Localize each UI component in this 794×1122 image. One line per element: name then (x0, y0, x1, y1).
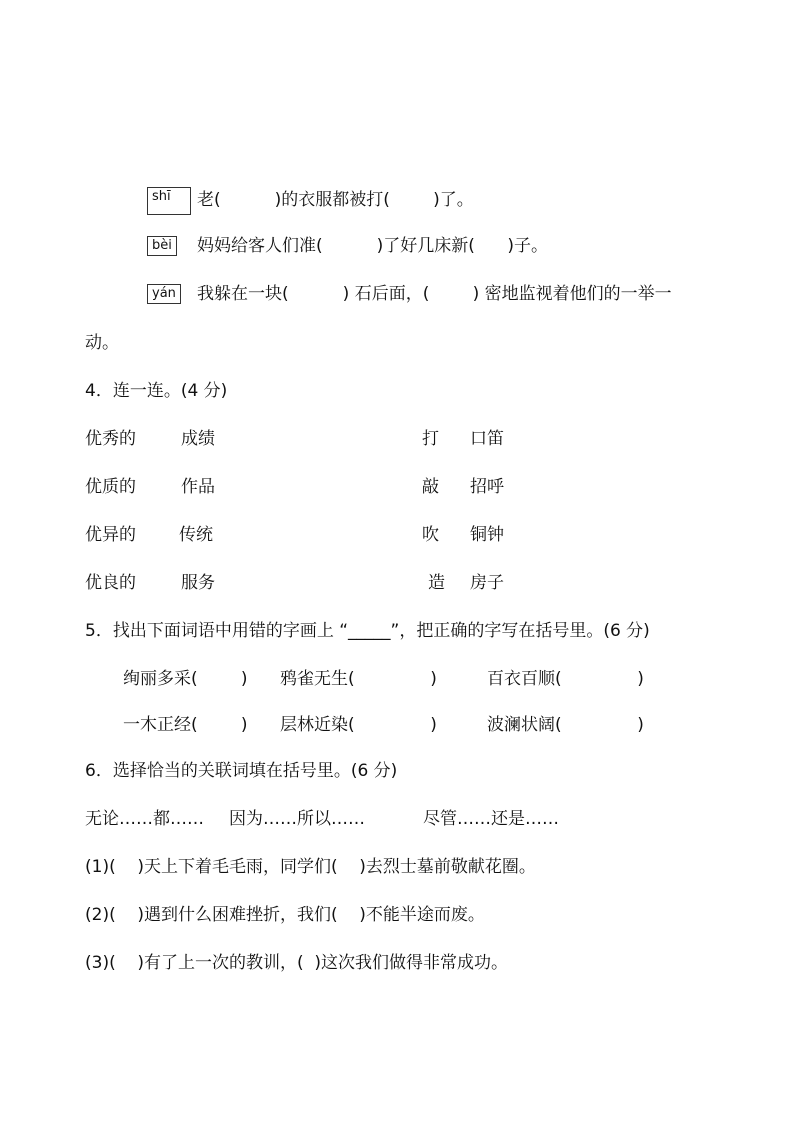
q4-right-verb: 敲 (422, 477, 439, 497)
pinyin-box: yán (147, 284, 181, 304)
q5-item: 百衣百顺( ) (487, 669, 644, 689)
q4-title: 4．连一连。(4 分) (85, 381, 228, 401)
q4-right-object: 口笛 (470, 429, 504, 449)
q6-option: 因为……所以…… (229, 809, 365, 829)
q4-right-verb: 造 (428, 573, 445, 593)
pinyin-box: bèi (147, 236, 177, 256)
q4-right-verb: 打 (422, 429, 439, 449)
q3-row-text: 我躲在一块( ) 石后面，( ) 密地监视着他们的一举一 (197, 284, 672, 304)
q4-right-object: 招呼 (470, 477, 504, 497)
q6-title: 6．选择恰当的关联词填在括号里。(6 分) (85, 761, 398, 781)
q6-item: (2)( )遇到什么困难挫折，我们( )不能半途而废。 (85, 905, 485, 925)
q4-left-match: 服务 (181, 573, 215, 593)
q4-right-verb: 吹 (422, 525, 439, 545)
pinyin-box: shī (147, 187, 191, 215)
q5-item: 一木正经( ) (123, 715, 248, 735)
q4-left-word: 优良的 (85, 573, 136, 593)
q4-left-word: 优异的 (85, 525, 136, 545)
q6-option: 尽管……还是…… (423, 809, 559, 829)
q5-item: 波澜状阔( ) (487, 715, 644, 735)
q6-item: (3)( )有了上一次的教训，( )这次我们做得非常成功。 (85, 953, 509, 973)
q4-left-match: 作品 (181, 477, 215, 497)
q3-row-text: 老( )的衣服都被打( )了。 (197, 190, 474, 210)
q5-item: 层林近染( ) (280, 715, 437, 735)
q4-left-match: 传统 (179, 525, 213, 545)
q6-option: 无论……都…… (85, 809, 204, 829)
q4-left-match: 成绩 (181, 429, 215, 449)
q5-item: 绚丽多采( ) (123, 669, 248, 689)
q4-left-word: 优质的 (85, 477, 136, 497)
q3-row-text: 妈妈给客人们准( )了好几床新( )子。 (197, 236, 548, 256)
q4-right-object: 房子 (470, 573, 504, 593)
q4-right-object: 铜钟 (470, 525, 504, 545)
q6-item: (1)( )天上下着毛毛雨，同学们( )去烈士墓前敬献花圈。 (85, 857, 536, 877)
q4-left-word: 优秀的 (85, 429, 136, 449)
q5-item: 鸦雀无生( ) (280, 669, 437, 689)
q5-title: 5．找出下面词语中用错的字画上 “_____”，把正确的字写在括号里。(6 分) (85, 621, 650, 641)
q3-continuation: 动。 (85, 333, 119, 353)
